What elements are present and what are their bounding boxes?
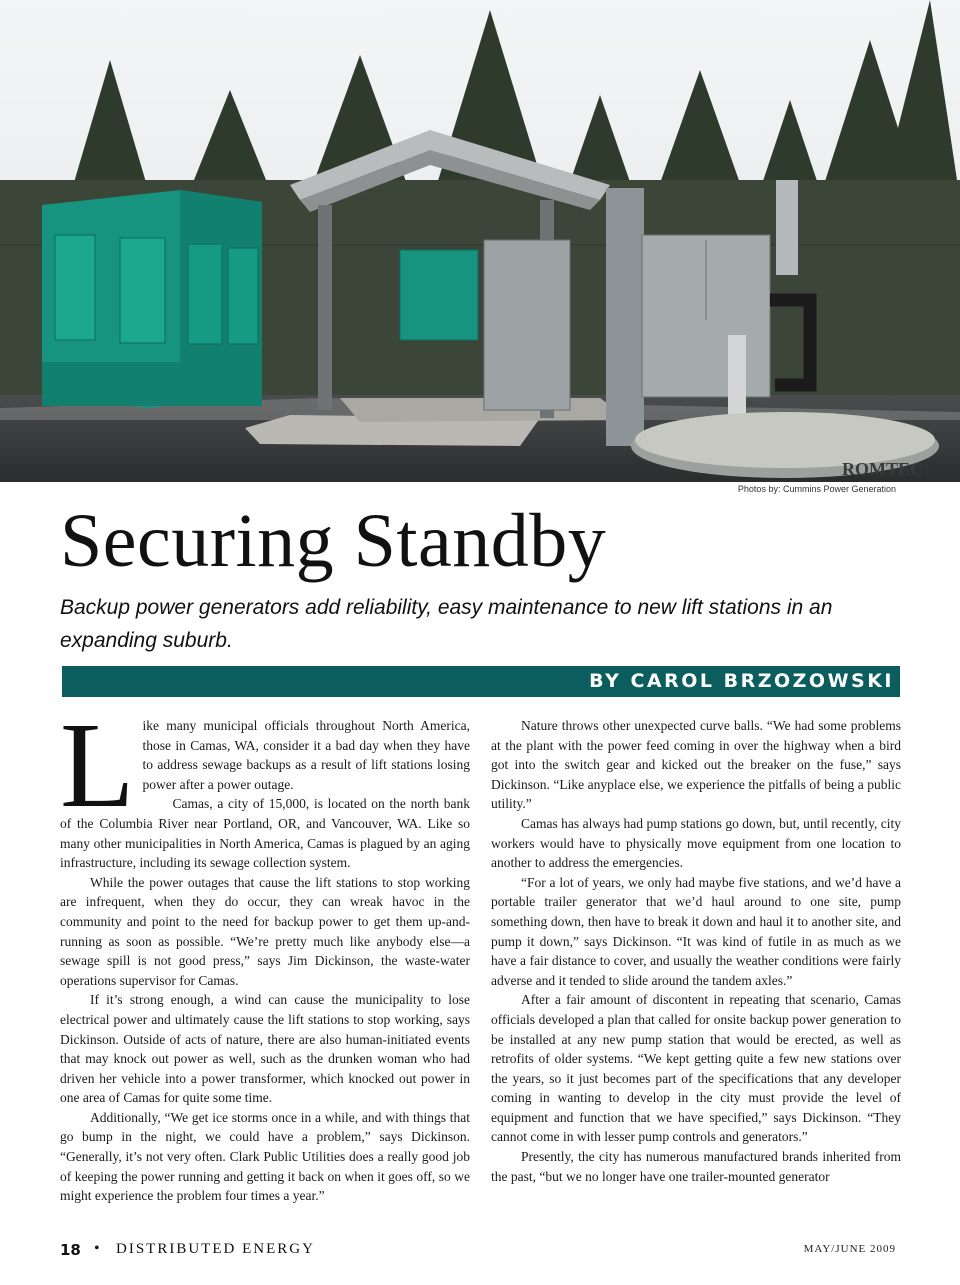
- paragraph-text: ike many municipal officials throughout North America, those in Camas, WA, consider it a bad day when they have to address sewage backups as a result of lift stations losing power after a power outage.: [142, 718, 470, 792]
- paragraph: Nature throws other unexpected curve balls. “We had some problems at the plant with the power feed coming in over the highway when a bird got into the switch gear and kicked out the breaker on the fuse,” says Dickinson. “Like anyplace else, we experience the pitfalls of being a public utility.”: [491, 718, 901, 812]
- left-column: [60, 698, 470, 1206]
- romtec-signage: ROMTEC: [842, 459, 923, 479]
- page-footer: [60, 1240, 896, 1262]
- byline: BY CAROL BRZOZOWSKI: [589, 670, 894, 692]
- issue-date: MAY/JUNE 2009: [803, 1243, 896, 1255]
- paragraph: “For a lot of years, we only had maybe five stations, and we’d have a portable trailer generator that we’d haul around to one site, pump something down, then have to break it down and haul it to another site, and pump it down,” says Dickinson. “It was kind of futile in as much as we have a fair distance to cover, and usually the weather conditions were fairly adverse and it tended to slide around the tandem axles.”: [491, 874, 901, 988]
- paragraph: Presently, the city has numerous manufactured brands inherited from the past, “but we no longer have one trailer-mounted generator: [491, 1149, 901, 1184]
- lift-station-photo: [0, 0, 960, 482]
- footer-bullet: •: [94, 1240, 100, 1257]
- generator-enclosure: [42, 190, 262, 408]
- drop-cap: L: [60, 698, 135, 833]
- publication-name: DISTRIBUTED ENERGY: [116, 1241, 315, 1257]
- paragraph: Additionally, “We get ice storms once in a while, and with things that go bump in the night, we could have a problem,” says Dickinson. “Generally, it’s not very often. Clark Public Utilities does a really good job of keeping the power running and getting it back on when it goes off, so we might experience the problem four times a year.”: [60, 1109, 470, 1204]
- paragraph: If it’s strong enough, a wind can cause the municipality to lose electrical power and ultimately cause the lift stations to stop working, says Dickinson. Outside of acts of nature, there are also human-initiated events that may knock out power as well, such as the drunken woman who had driven her vehicle into a power transformer, which knocked out power in one area of Camas for quite some time.: [60, 992, 470, 1106]
- header-photo: [0, 0, 960, 482]
- paragraph: Camas has always had pump stations go down, but, until recently, city workers would have to physically move equipment from one location to another to address the emergencies.: [491, 815, 901, 871]
- right-column: [491, 716, 901, 1186]
- page-number: 18: [60, 1241, 81, 1259]
- article-title: Securing Standby: [60, 499, 607, 583]
- paragraph: [60, 698, 470, 833]
- article-deck: Backup power generators add reliability, easy maintenance to new lift stations in an expanding suburb.: [60, 596, 833, 652]
- photo-credit: Photos by: Cummins Power Generation: [737, 484, 896, 494]
- byline-bar: [62, 666, 900, 697]
- paragraph: While the power outages that cause the lift stations to stop working are infrequent, when they do occur, they can wreak havoc in the community and point to the need for backup power to get them up-and-running as soon as possible. “We’re pretty much like anybody else—a sewage spill is not good press,” says Jim Dickinson, the waste-water operations supervisor for Camas.: [60, 874, 470, 988]
- paragraph: After a fair amount of discontent in repeating that scenario, Camas officials developed a plan that called for onsite backup power generation to be installed at any new pump station that would be erected, as well as retrofits of older systems. “We kept getting quite a few new stations over the years, so it just becomes part of the specifications that any developer coming in wanting to develop in the city must provide the level of equipment and function that we have specified,” says Dickinson. “They cannot come in with lesser pump controls and generators.”: [491, 992, 901, 1145]
- paragraph: Camas, a city of 15,000, is located on the north bank of the Columbia River near Portland, OR, and Vancouver, WA. Like so many other municipalities in North America, Camas is plagued by an aging infrastructure, including its sewage collection system.: [60, 796, 470, 871]
